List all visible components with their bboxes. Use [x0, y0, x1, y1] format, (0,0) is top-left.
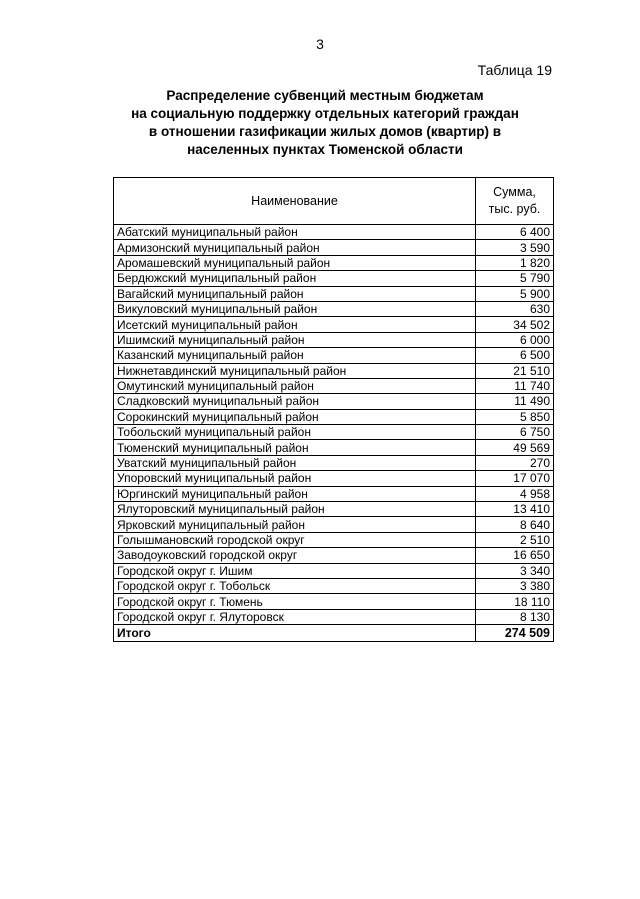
row-sum: 6 400 — [476, 225, 554, 240]
table-label: Таблица 19 — [477, 62, 552, 78]
row-sum: 6 000 — [476, 332, 554, 347]
title-line: населенных пунктах Тюменской области — [187, 142, 463, 157]
row-sum: 5 900 — [476, 286, 554, 301]
row-name: Городской округ г. Тюмень — [114, 594, 476, 609]
row-name: Уватский муниципальный район — [114, 455, 476, 470]
table-row — [114, 225, 554, 240]
header-sum-line1: Сумма, — [493, 185, 536, 199]
row-name: Городской округ г. Ялуторовск — [114, 609, 476, 624]
row-sum: 13 410 — [476, 502, 554, 517]
row-sum: 8 640 — [476, 517, 554, 532]
table-body — [114, 225, 554, 625]
row-name: Вагайский муниципальный район — [114, 286, 476, 301]
header-sum — [476, 178, 554, 225]
row-sum: 2 510 — [476, 532, 554, 547]
table-row — [114, 317, 554, 332]
header-sum-line2: тыс. руб. — [488, 202, 541, 216]
total-label: Итого — [114, 625, 476, 642]
table-row — [114, 594, 554, 609]
row-name: Аромашевский муниципальный район — [114, 255, 476, 270]
table-row — [114, 609, 554, 624]
table-row — [114, 394, 554, 409]
row-name: Нижнетавдинский муниципальный район — [114, 363, 476, 378]
row-name: Сладковский муниципальный район — [114, 394, 476, 409]
row-name: Армизонский муниципальный район — [114, 240, 476, 255]
row-sum: 34 502 — [476, 317, 554, 332]
row-name: Ярковский муниципальный район — [114, 517, 476, 532]
row-sum: 49 569 — [476, 440, 554, 455]
title-line: в отношении газификации жилых домов (квартир) в — [148, 124, 502, 139]
row-sum: 8 130 — [476, 609, 554, 624]
row-name: Омутинский муниципальный район — [114, 378, 476, 393]
table-row — [114, 348, 554, 363]
table-row — [114, 471, 554, 486]
row-sum: 17 070 — [476, 471, 554, 486]
row-name: Заводоуковский городской округ — [114, 548, 476, 563]
table-row — [114, 425, 554, 440]
row-sum: 1 820 — [476, 255, 554, 270]
row-sum: 16 650 — [476, 548, 554, 563]
row-sum: 270 — [476, 455, 554, 470]
row-name: Исетский муниципальный район — [114, 317, 476, 332]
table-row — [114, 301, 554, 316]
table-row — [114, 440, 554, 455]
table-row — [114, 378, 554, 393]
subsidy-table — [113, 177, 554, 642]
total-sum: 274 509 — [476, 625, 554, 642]
table-row — [114, 563, 554, 578]
row-sum: 3 340 — [476, 563, 554, 578]
table-row — [114, 578, 554, 593]
row-name: Казанский муниципальный район — [114, 348, 476, 363]
table-row — [114, 517, 554, 532]
table-header-row — [114, 178, 554, 225]
row-sum: 3 380 — [476, 578, 554, 593]
row-name: Ишимский муниципальный район — [114, 332, 476, 347]
row-name: Абатский муниципальный район — [114, 225, 476, 240]
row-sum: 4 958 — [476, 486, 554, 501]
row-name: Юргинский муниципальный район — [114, 486, 476, 501]
document-title — [100, 87, 550, 159]
header-name: Наименование — [114, 178, 476, 225]
row-name: Тобольский муниципальный район — [114, 425, 476, 440]
title-line: Распределение субвенций местным бюджетам — [166, 88, 484, 103]
row-sum: 11 490 — [476, 394, 554, 409]
row-name: Викуловский муниципальный район — [114, 301, 476, 316]
table-row — [114, 532, 554, 547]
table-row — [114, 486, 554, 501]
row-sum: 5 850 — [476, 409, 554, 424]
table-row — [114, 240, 554, 255]
row-sum: 6 750 — [476, 425, 554, 440]
total-row — [114, 625, 554, 642]
row-name: Упоровский муниципальный район — [114, 471, 476, 486]
row-sum: 5 790 — [476, 271, 554, 286]
row-name: Городской округ г. Ишим — [114, 563, 476, 578]
row-sum: 18 110 — [476, 594, 554, 609]
row-sum: 6 500 — [476, 348, 554, 363]
row-name: Тюменский муниципальный район — [114, 440, 476, 455]
table-row — [114, 286, 554, 301]
title-line: на социальную поддержку отдельных категорий граждан — [131, 106, 519, 121]
page-number: 3 — [316, 36, 324, 52]
table-row — [114, 271, 554, 286]
row-sum: 11 740 — [476, 378, 554, 393]
table-row — [114, 455, 554, 470]
row-sum: 21 510 — [476, 363, 554, 378]
table-row — [114, 548, 554, 563]
row-name: Сорокинский муниципальный район — [114, 409, 476, 424]
row-sum: 3 590 — [476, 240, 554, 255]
table-row — [114, 332, 554, 347]
table-row — [114, 502, 554, 517]
row-sum: 630 — [476, 301, 554, 316]
table-row — [114, 409, 554, 424]
table-row — [114, 363, 554, 378]
row-name: Городской округ г. Тобольск — [114, 578, 476, 593]
row-name: Бердюжский муниципальный район — [114, 271, 476, 286]
row-name: Голышмановский городской округ — [114, 532, 476, 547]
row-name: Ялуторовский муниципальный район — [114, 502, 476, 517]
table-row — [114, 255, 554, 270]
